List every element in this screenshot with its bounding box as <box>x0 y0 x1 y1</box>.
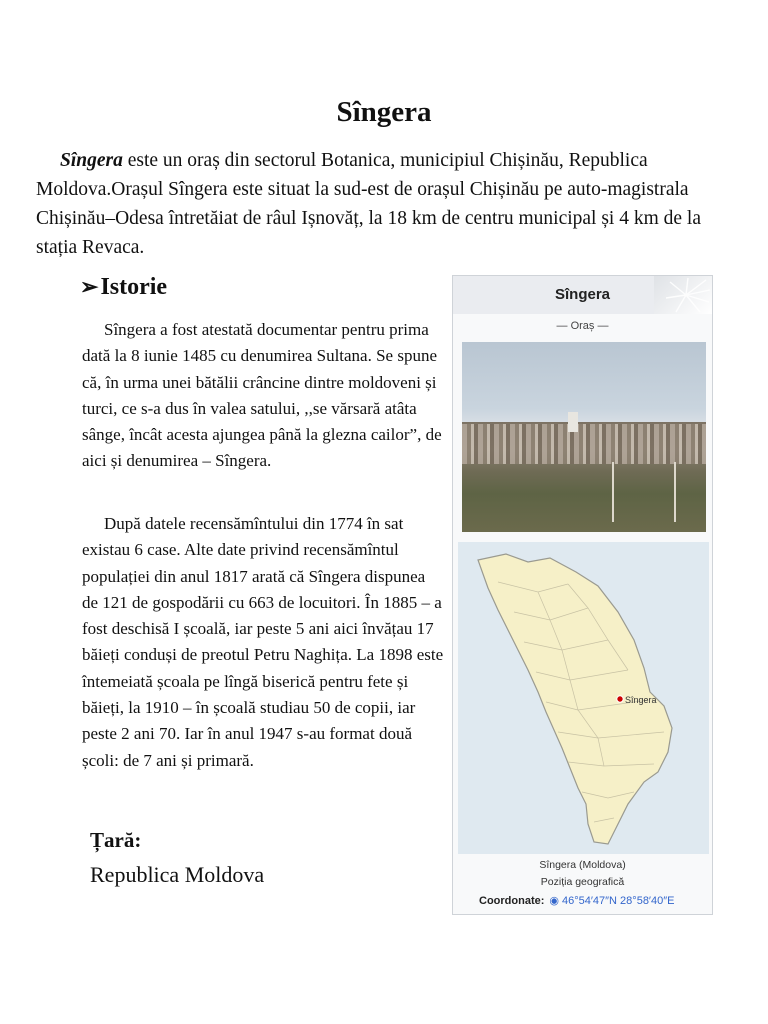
history-heading <box>80 274 167 301</box>
coordinates-link[interactable]: 46°54′47″N 28°58′40″E <box>562 895 675 907</box>
history-heading-text: Istorie <box>100 274 168 300</box>
coordinates-row <box>479 894 674 907</box>
photo-church <box>568 412 578 432</box>
country-label: Țară: <box>90 828 142 852</box>
infobox-header <box>453 276 712 314</box>
page-title: Sîngera <box>336 96 432 128</box>
coordinates-label: Coordonate: <box>479 895 545 907</box>
infobox-title: Sîngera <box>554 286 611 303</box>
photo-pole <box>674 462 676 522</box>
map-caption: Sîngera (Moldova) <box>539 859 626 871</box>
moldova-map-svg <box>458 542 709 854</box>
infobox-subtitle: — Oraș — <box>556 320 609 332</box>
intro-paragraph <box>36 146 726 262</box>
arrow-bullet-icon: ➢ <box>80 274 99 299</box>
location-map[interactable] <box>458 542 709 854</box>
intro-text: este un oraș din sectorul Botanica, municipiul Chișinău, Republica Moldova.Orașul Sîngera este situat la sud-est de orașul Chișinău pe auto-magistrala Chișinău–Odesa întretăiat de râul Ișnovăț, la 18 km de centru municipal și 4 km de la stația Revaca. <box>36 150 701 258</box>
infobox <box>452 275 713 915</box>
photo-houses <box>462 424 706 464</box>
intro-bold-name: Sîngera <box>60 150 123 171</box>
map-marker-label: Sîngera <box>625 695 657 705</box>
photo-pole <box>612 462 614 522</box>
country-value: Republica Moldova <box>90 862 265 887</box>
history-paragraph-2: După datele recensămîntului din 1774 în sat existau 6 case. Alte date privind recensămîntul populației din anul 1817 arată că Sîngera dispunea de 121 de gospodării cu 663 de locuitori. În 1885 – a fost deschisă I școală, iar peste 5 ani aici învățau 17 băieți conduși de preotul Petru Naghița. La 1898 este întemeiată școala pe lîngă biserică pentru fete și băieți, la 1910 – în școală studiau 50 de copii, iar peste 2 ani 70. Iar în anul 1947 s-au format două școli: de 7 ani și primară. <box>82 514 444 770</box>
map-caption-sub: Poziția geografică <box>540 876 625 888</box>
history-paragraph-1: Sîngera a fost atestată documentar pentru prima dată la 8 iunie 1485 cu denumirea Sultana. Se spune că, în urma unei bătălii crâncine dintre moldoveni și turci, ce s-a dus în valea satului, ,,se vărsară atâta sânge, încât acesta ajungea până la glezna cailor”, de aici și denumirea – Sîngera. <box>82 320 442 471</box>
map-pin-icon[interactable]: ◉ <box>549 895 559 907</box>
town-photo[interactable] <box>462 342 706 532</box>
location-marker-icon <box>617 696 623 702</box>
